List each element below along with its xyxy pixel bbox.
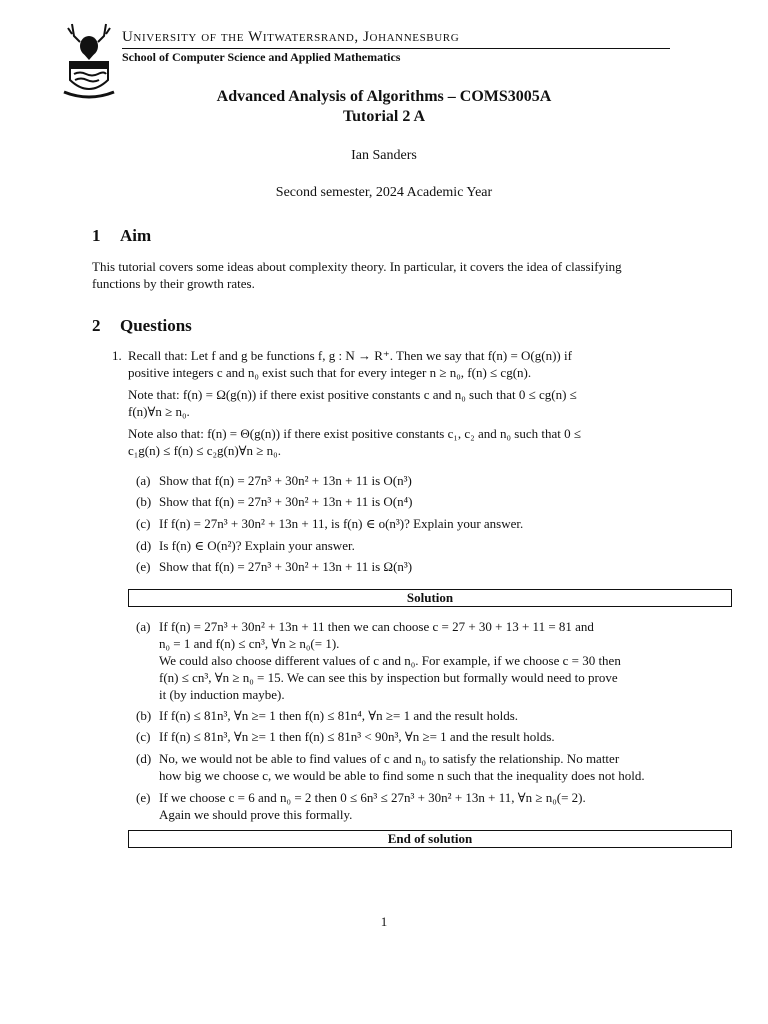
question-note-theta xyxy=(128,425,678,459)
page-number: 1 xyxy=(380,914,388,929)
university-name: University of the Witwatersrand, Johannesburg xyxy=(122,29,460,45)
solution-label: (d) xyxy=(136,751,152,766)
section-title: Aim xyxy=(120,226,152,245)
solution-line: No, we would not be able to find values of c and n₀ to satisfy the relationship. No matter xyxy=(159,751,620,766)
solution-line: f(n) ≤ cn³, ∀n ≥ n₀ = 15. We can see this by inspection but formally would need to prove xyxy=(159,670,618,685)
solution-line: it (by induction maybe). xyxy=(159,687,285,702)
solution-line: n₀ = 1 and f(n) ≤ cn³, ∀n ≥ n₀(= 1). xyxy=(159,636,340,651)
question-recall xyxy=(128,347,678,381)
school-name: School of Computer Science and Applied Mathematics xyxy=(122,50,401,64)
date-line: Second semester, 2024 Academic Year xyxy=(275,185,493,200)
section-title: Questions xyxy=(120,316,192,335)
solution-c: If f(n) ≤ 81n³, ∀n ≥= 1 then f(n) ≤ 81n³ < 90n³, ∀n ≥= 1 and the result holds. xyxy=(159,729,555,744)
solution-line: If we choose c = 6 and n₀ = 2 then 0 ≤ 6n³ ≤ 27n³ + 30n² + 13n + 11, ∀n ≥ n₀(= 2). xyxy=(159,790,586,805)
section-heading-aim xyxy=(92,226,151,246)
solution-label: (b) xyxy=(136,708,152,723)
part-label: (c) xyxy=(136,516,151,531)
author: Ian Sanders xyxy=(351,148,417,163)
part-text: Show that f(n) = 27n³ + 30n² + 13n + 11 is O(n³) xyxy=(159,473,412,488)
part-label: (b) xyxy=(136,494,152,509)
solution-a xyxy=(159,618,679,703)
part-text: Show that f(n) = 27n³ + 30n² + 13n + 11 is O(n⁴) xyxy=(159,494,413,509)
solution-line: how big we choose c, we would be able to find some n such that the inequality does not hold. xyxy=(159,768,645,783)
section-number: 1 xyxy=(92,226,101,245)
part-label: (d) xyxy=(136,538,152,553)
part-text: If f(n) = 27n³ + 30n² + 13n + 11, is f(n) ∈ o(n³)? Explain your answer. xyxy=(159,516,524,531)
note-line: Note that: f(n) = Ω(g(n)) if there exist positive constants c and n₀ such that 0 ≤ cg(n) ≤ xyxy=(128,387,577,402)
question-number: 1. xyxy=(112,348,122,363)
solution-line: We could also choose different values of c and n₀. For example, if we choose c = 30 then xyxy=(159,653,621,668)
solution-label: (a) xyxy=(136,619,151,634)
part-label: (a) xyxy=(136,473,151,488)
solution-label: (c) xyxy=(136,729,151,744)
aim-line: This tutorial covers some ideas about complexity theory. In particular, it covers the idea of classifying xyxy=(92,259,622,274)
section-heading-questions xyxy=(92,316,192,336)
part-text: Is f(n) ∈ O(n²)? Explain your answer. xyxy=(159,538,355,553)
solution-label: (e) xyxy=(136,790,151,805)
question-note-omega xyxy=(128,386,678,420)
solution-b: If f(n) ≤ 81n³, ∀n ≥= 1 then f(n) ≤ 81n⁴, ∀n ≥= 1 and the result holds. xyxy=(159,708,519,723)
aim-line: functions by their growth rates. xyxy=(92,276,255,291)
solution-header: Solution xyxy=(128,589,732,607)
recall-line: positive integers c and n₀ exist such that for every integer n ≥ n₀, f(n) ≤ cg(n). xyxy=(128,365,532,380)
aim-paragraph xyxy=(92,258,678,292)
recall-line: Recall that: Let f and g be functions f, g : N → R⁺. Then we say that f(n) = O(g(n)) if xyxy=(128,348,572,363)
document-subtitle: Tutorial 2 A xyxy=(342,108,426,125)
header-rule xyxy=(122,48,670,49)
document-title: Advanced Analysis of Algorithms – COMS3005A xyxy=(216,88,552,105)
note-line: f(n)∀n ≥ n₀. xyxy=(128,404,190,419)
solution-e xyxy=(159,789,679,823)
section-number: 2 xyxy=(92,316,101,335)
solution-d xyxy=(159,750,679,784)
note-line: c₁g(n) ≤ f(n) ≤ c₂g(n)∀n ≥ n₀. xyxy=(128,443,281,458)
note-line: Note also that: f(n) = Θ(g(n)) if there exist positive constants c₁, c₂ and n₀ such that 0 ≤ xyxy=(128,426,581,441)
part-label: (e) xyxy=(136,559,151,574)
solution-footer: End of solution xyxy=(128,830,732,848)
solution-line: Again we should prove this formally. xyxy=(159,807,353,822)
part-text: Show that f(n) = 27n³ + 30n² + 13n + 11 is Ω(n³) xyxy=(159,559,413,574)
solution-line: If f(n) = 27n³ + 30n² + 13n + 11 then we can choose c = 27 + 30 + 13 + 11 = 81 and xyxy=(159,619,594,634)
